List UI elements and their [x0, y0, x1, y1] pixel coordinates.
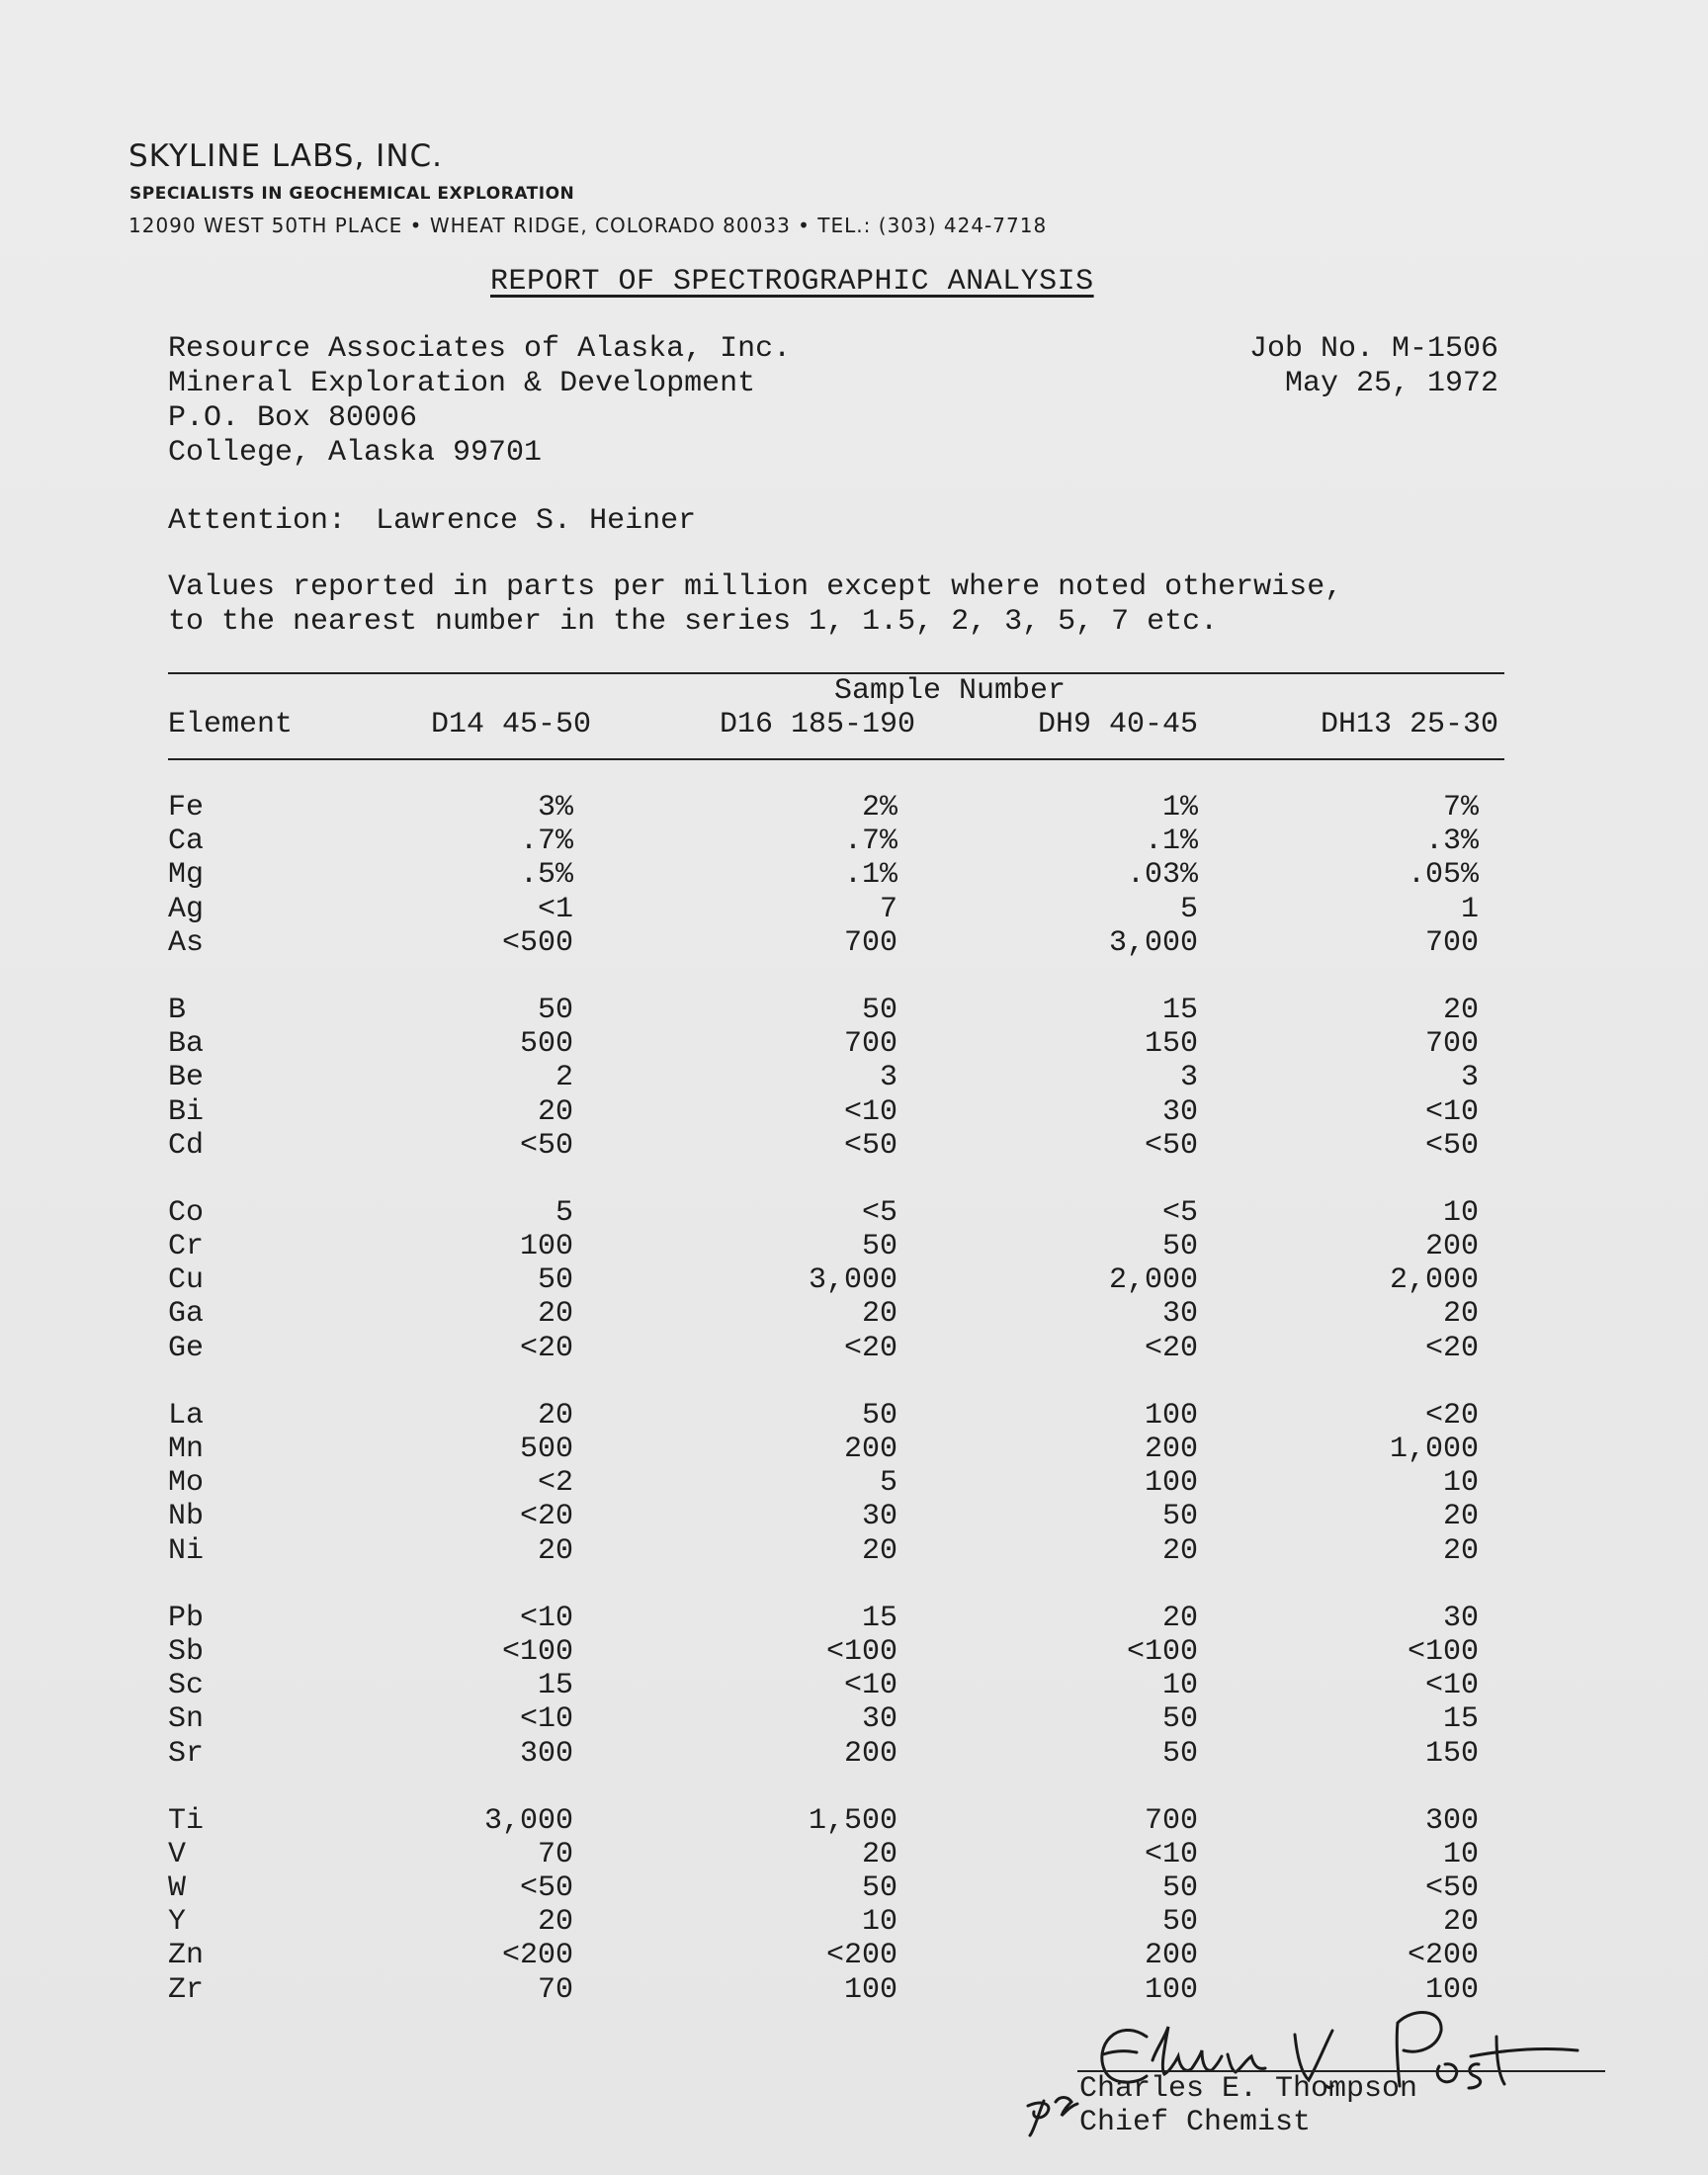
- sample-value: <1: [537, 892, 573, 926]
- sample-value: <50: [1424, 1128, 1479, 1163]
- sample-value: 10: [1161, 1669, 1198, 1703]
- element-symbol: Cu: [168, 1263, 205, 1298]
- sample-value: 2,000: [1108, 1263, 1198, 1298]
- element-symbol: Sc: [168, 1669, 205, 1703]
- sample-value: 15: [861, 1601, 897, 1635]
- sample-value: 2%: [861, 791, 897, 825]
- sample-value: 300: [1424, 1803, 1479, 1838]
- sample-value: 50: [1161, 1905, 1198, 1940]
- element-symbol: Ti: [168, 1803, 205, 1838]
- sample-number-header: Sample Number: [834, 674, 1067, 708]
- sample-value: 20: [1442, 1500, 1479, 1534]
- element-symbol: V: [168, 1837, 187, 1871]
- sample-value: <10: [1424, 1094, 1479, 1129]
- element-symbol: B: [168, 993, 187, 1027]
- sample-value: 200: [1144, 1433, 1198, 1466]
- sample-value: 100: [1144, 1466, 1198, 1501]
- sample-value: 20: [1161, 1601, 1198, 1635]
- sample-value: 300: [519, 1736, 573, 1771]
- sample-value: 200: [1144, 1939, 1198, 1973]
- report-title: REPORT OF SPECTROGRAPHIC ANALYSIS: [490, 265, 1094, 299]
- note-line: to the nearest number in the series 1, 1.5, 2, 3, 5, 7 etc.: [168, 605, 1219, 639]
- element-symbol: Cr: [168, 1230, 205, 1264]
- sample-value: .7%: [843, 825, 897, 859]
- table-row: [0, 1669, 1708, 1702]
- sample-value: <5: [1161, 1195, 1198, 1230]
- table-row: [0, 1804, 1708, 1838]
- element-symbol: Ag: [168, 892, 205, 926]
- sample-value: 3%: [537, 791, 573, 825]
- sample-value: <100: [1407, 1634, 1479, 1669]
- sample-value: 150: [1424, 1736, 1479, 1771]
- recipient-line: Resource Associates of Alaska, Inc.: [168, 332, 792, 366]
- element-symbol: Zr: [168, 1972, 205, 2007]
- element-group: [0, 1602, 1708, 1771]
- sample-value: <100: [501, 1634, 573, 1669]
- table-row: [0, 1196, 1708, 1230]
- sample-value: <50: [1424, 1871, 1479, 1906]
- sample-value: 20: [537, 1094, 573, 1129]
- sample-value: 20: [537, 1533, 573, 1568]
- table-row: [0, 1602, 1708, 1635]
- sample-value: <10: [1144, 1837, 1198, 1871]
- element-symbol: Bi: [168, 1094, 205, 1129]
- sample-value: .5%: [519, 858, 573, 893]
- element-symbol: Nb: [168, 1500, 205, 1534]
- sample-value: 30: [1161, 1297, 1198, 1332]
- table-row: [0, 1905, 1708, 1939]
- report-date: May 25, 1972: [1284, 367, 1498, 400]
- table-row: [0, 893, 1708, 926]
- table-row: [0, 1129, 1708, 1163]
- table-row: [0, 1838, 1708, 1871]
- recipient-line: College, Alaska 99701: [168, 436, 543, 470]
- sample-value: 20: [861, 1837, 897, 1871]
- element-symbol: Mo: [168, 1466, 205, 1501]
- sample-value: 1: [1460, 892, 1479, 926]
- units-note: [168, 570, 1342, 640]
- sample-value: <10: [1424, 1669, 1479, 1703]
- sample-value: 50: [537, 1263, 573, 1298]
- sample-value: 10: [1442, 1195, 1479, 1230]
- column-header-sample: D14 45-50: [430, 708, 591, 741]
- sample-value: 30: [1442, 1601, 1479, 1635]
- column-header-sample: D16 185-190: [719, 708, 915, 741]
- element-group: [0, 994, 1708, 1163]
- sample-value: <5: [861, 1195, 897, 1230]
- sample-value: 20: [861, 1533, 897, 1568]
- element-symbol: Cd: [168, 1128, 205, 1163]
- sample-value: 20: [861, 1297, 897, 1332]
- sample-value: <20: [519, 1331, 573, 1365]
- sample-value: 50: [861, 1230, 897, 1264]
- sample-value: 70: [537, 1972, 573, 2007]
- sample-value: .1%: [1144, 825, 1198, 859]
- recipient-address: [168, 332, 791, 471]
- table-row: [0, 1500, 1708, 1533]
- sample-value: .3%: [1424, 825, 1479, 859]
- sample-value: 20: [537, 1905, 573, 1940]
- sample-value: 50: [537, 993, 573, 1027]
- company-name: SKYLINE LABS, INC.: [128, 138, 444, 174]
- sample-value: .05%: [1407, 858, 1479, 893]
- sample-value: 7%: [1442, 791, 1479, 825]
- company-tagline: SPECIALISTS IN GEOCHEMICAL EXPLORATION: [129, 184, 575, 204]
- sample-value: 3: [1179, 1061, 1198, 1095]
- sample-value: 50: [861, 993, 897, 1027]
- sample-value: 20: [537, 1398, 573, 1433]
- sample-value: <10: [519, 1601, 573, 1635]
- sample-value: 1,500: [808, 1803, 897, 1838]
- sample-value: <20: [1144, 1331, 1198, 1365]
- sample-value: 3,000: [483, 1803, 573, 1838]
- sample-value: <50: [519, 1871, 573, 1906]
- attention-label: Attention:: [168, 504, 347, 538]
- sample-value: 20: [537, 1297, 573, 1332]
- sample-value: <100: [825, 1634, 897, 1669]
- signer-block: [1079, 2072, 1417, 2139]
- table-row: [0, 1635, 1708, 1669]
- sample-value: .03%: [1126, 858, 1198, 893]
- element-symbol: Pb: [168, 1601, 205, 1635]
- sample-value: 3,000: [1108, 925, 1198, 960]
- sample-value: 3: [1460, 1061, 1479, 1095]
- element-symbol: Mn: [168, 1433, 205, 1466]
- sample-value: 5: [555, 1195, 573, 1230]
- sample-value: 20: [1161, 1533, 1198, 1568]
- results-table-body: [0, 791, 1708, 2041]
- sample-value: 50: [1161, 1500, 1198, 1534]
- table-row: [0, 858, 1708, 892]
- column-header-element: Element: [168, 708, 294, 741]
- element-symbol: Zn: [168, 1939, 205, 1973]
- sample-value: <20: [519, 1500, 573, 1534]
- sample-value: 200: [1424, 1230, 1479, 1264]
- table-row: [0, 994, 1708, 1027]
- table-row: [0, 926, 1708, 960]
- sample-value: 3,000: [808, 1263, 897, 1298]
- table-row: [0, 1737, 1708, 1771]
- element-symbol: Co: [168, 1195, 205, 1230]
- sample-value: <200: [501, 1939, 573, 1973]
- sample-value: 700: [1424, 1027, 1479, 1062]
- element-group: [0, 1196, 1708, 1365]
- element-group: [0, 1399, 1708, 1568]
- sample-value: 2: [555, 1061, 573, 1095]
- job-info: [1249, 332, 1498, 401]
- job-number: Job No. M-1506: [1248, 332, 1498, 366]
- sample-value: <50: [1144, 1128, 1198, 1163]
- element-symbol: Ge: [168, 1331, 205, 1365]
- sample-value: 700: [843, 1027, 897, 1062]
- sample-value: <200: [825, 1939, 897, 1973]
- company-address: 12090 WEST 50TH PLACE • WHEAT RIDGE, COLORADO 80033 • TEL.: (303) 424-7718: [128, 214, 1048, 237]
- table-row: [0, 1534, 1708, 1568]
- sample-value: <200: [1407, 1939, 1479, 1973]
- sample-value: 70: [537, 1837, 573, 1871]
- element-symbol: Ga: [168, 1297, 205, 1332]
- sample-value: 15: [1442, 1702, 1479, 1737]
- sample-value: 50: [1161, 1230, 1198, 1264]
- sample-value: 500: [519, 1433, 573, 1466]
- sample-value: 30: [861, 1500, 897, 1534]
- element-symbol: W: [168, 1871, 187, 1906]
- sample-value: <2: [537, 1466, 573, 1501]
- table-row: [0, 1095, 1708, 1129]
- sample-value: 50: [1161, 1736, 1198, 1771]
- sample-value: 10: [1442, 1466, 1479, 1501]
- sample-value: 200: [843, 1736, 897, 1771]
- sample-value: 100: [843, 1972, 897, 2007]
- sample-value: 5: [879, 1466, 897, 1501]
- column-header-sample: DH13 25-30: [1320, 708, 1498, 741]
- element-symbol: Ca: [168, 825, 205, 859]
- table-row: [0, 1433, 1708, 1466]
- sample-value: <20: [1424, 1398, 1479, 1433]
- signer-title: Chief Chemist: [1079, 2106, 1312, 2139]
- note-line: Values reported in parts per million except where noted otherwise,: [168, 570, 1343, 604]
- sample-value: <10: [843, 1094, 897, 1129]
- element-symbol: Sr: [168, 1736, 205, 1771]
- sample-value: 200: [843, 1433, 897, 1466]
- table-row: [0, 791, 1708, 825]
- sample-value: 20: [1442, 1905, 1479, 1940]
- column-header-sample: DH9 40-45: [1037, 708, 1198, 741]
- attention-name: Lawrence S. Heiner: [376, 504, 697, 538]
- table-header-rule: [168, 758, 1504, 760]
- sample-value: 50: [1161, 1871, 1198, 1906]
- sample-value: 5: [1179, 892, 1198, 926]
- element-symbol: Fe: [168, 791, 205, 825]
- sample-value: 20: [1442, 993, 1479, 1027]
- element-symbol: Y: [168, 1905, 187, 1940]
- element-symbol: La: [168, 1398, 205, 1433]
- table-row: [0, 1332, 1708, 1365]
- sample-value: <500: [501, 925, 573, 960]
- element-symbol: As: [168, 925, 205, 960]
- sample-value: <20: [843, 1331, 897, 1365]
- sample-value: .1%: [843, 858, 897, 893]
- sample-value: 1%: [1161, 791, 1198, 825]
- table-row: [0, 1871, 1708, 1905]
- sample-value: 100: [519, 1230, 573, 1264]
- table-row: [0, 1399, 1708, 1433]
- sample-value: <100: [1126, 1634, 1198, 1669]
- sample-value: <10: [843, 1669, 897, 1703]
- table-row: [0, 1297, 1708, 1331]
- sample-value: 50: [861, 1871, 897, 1906]
- attention-line: [168, 504, 696, 538]
- table-row: [0, 1027, 1708, 1061]
- sample-value: 700: [1144, 1803, 1198, 1838]
- table-row: [0, 1466, 1708, 1500]
- sample-value: 10: [861, 1905, 897, 1940]
- recipient-line: Mineral Exploration & Development: [168, 367, 756, 400]
- sample-value: 15: [1161, 993, 1198, 1027]
- sample-value: 50: [861, 1398, 897, 1433]
- sample-value: 150: [1144, 1027, 1198, 1062]
- sample-value: 30: [861, 1702, 897, 1737]
- sample-value: <10: [519, 1702, 573, 1737]
- element-symbol: Ba: [168, 1027, 205, 1062]
- sample-value: 700: [843, 925, 897, 960]
- sample-value: 30: [1161, 1094, 1198, 1129]
- sample-value: 20: [1442, 1297, 1479, 1332]
- sample-value: 500: [519, 1027, 573, 1062]
- table-row: [0, 1702, 1708, 1736]
- table-row: [0, 1263, 1708, 1297]
- sample-value: 15: [537, 1669, 573, 1703]
- element-group: [0, 791, 1708, 960]
- sample-value: 2,000: [1389, 1263, 1479, 1298]
- sample-value: 100: [1424, 1972, 1479, 2007]
- table-row: [0, 1230, 1708, 1263]
- sample-value: 10: [1442, 1837, 1479, 1871]
- table-row: [0, 825, 1708, 858]
- sample-value: 3: [879, 1061, 897, 1095]
- signer-name: Charles E. Thompson: [1079, 2072, 1418, 2106]
- sample-value: 20: [1442, 1533, 1479, 1568]
- sample-value: <50: [519, 1128, 573, 1163]
- sample-value: <20: [1424, 1331, 1479, 1365]
- sample-value: 50: [1161, 1702, 1198, 1737]
- sample-value: 100: [1144, 1398, 1198, 1433]
- sample-value: 7: [879, 892, 897, 926]
- table-row: [0, 1939, 1708, 1972]
- sample-value: 1,000: [1389, 1433, 1479, 1466]
- element-symbol: Sb: [168, 1634, 205, 1669]
- sample-value: <50: [843, 1128, 897, 1163]
- element-symbol: Sn: [168, 1702, 205, 1737]
- sample-value: .7%: [519, 825, 573, 859]
- element-symbol: Ni: [168, 1533, 205, 1568]
- element-symbol: Mg: [168, 858, 205, 893]
- recipient-line: P.O. Box 80006: [168, 401, 418, 435]
- sample-value: 100: [1144, 1972, 1198, 2007]
- element-symbol: Be: [168, 1061, 205, 1095]
- table-row: [0, 1061, 1708, 1094]
- sample-value: 700: [1424, 925, 1479, 960]
